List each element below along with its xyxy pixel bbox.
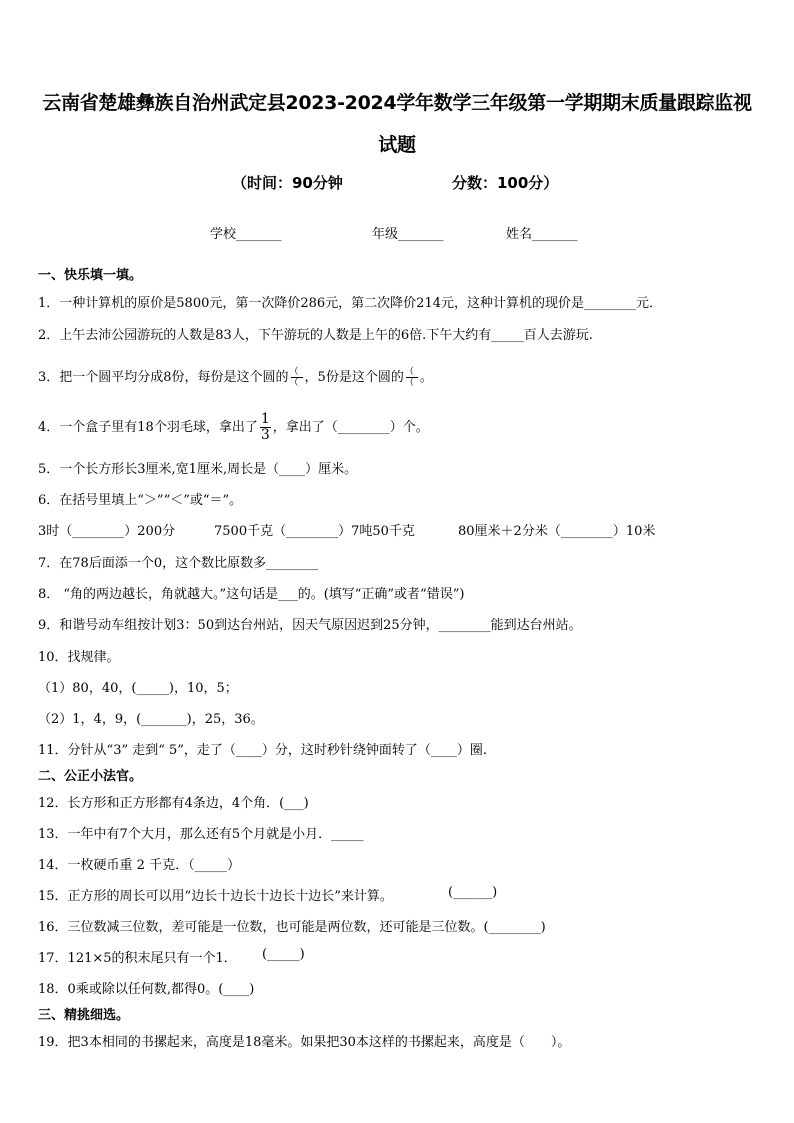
question-7: 7．在78后面添一个0，这个数比原数多________ xyxy=(38,556,319,571)
fraction-one-third: $\frac{1}{3}$ xyxy=(260,411,270,443)
grade-field: 年级_______ xyxy=(372,227,444,242)
question-10-part-2: （2）1，4，9，(_______)，25，36。 xyxy=(38,712,264,727)
question-15: 15．正方形的周长可以用“边长十边长十边长十边长”来计算。 xyxy=(38,889,393,904)
question-10: 10．找规律。 xyxy=(38,650,120,665)
question-6-part-a: 3时（________）200分 xyxy=(38,524,176,539)
fraction-blank-2: $\frac{(}{(}$ xyxy=(405,368,419,388)
question-3 xyxy=(38,366,433,388)
exam-score: 分数：100分） xyxy=(452,174,559,192)
question-18: 18．0乘或除以任何数,都得0。(____) xyxy=(38,982,255,997)
question-8: 8． “角的两边越长，角就越大。”这句话是___的。(填写“正确”或者“错误”) xyxy=(38,587,465,602)
question-19: 19．把3本相同的书摞起来，高度是18毫米。如果把30本这样的书摞起来，高度是（ ）。 xyxy=(38,1035,571,1050)
question-3-text-a: 3．把一个圆平均分成8份，每份是这个圆的 xyxy=(38,370,289,385)
question-6-part-c: 80厘米＋2分米（________）10米 xyxy=(458,524,656,539)
fraction-blank-1: $\frac{(}{(}$ xyxy=(290,368,304,388)
page-title-continued: 试题 xyxy=(378,134,416,156)
question-16: 16．三位数减三位数，差可能是一位数，也可能是两位数，还可能是三位数。(________) xyxy=(38,920,546,935)
question-9: 9．和谐号动车组按计划3：50到达台州站，因天气原因迟到25分钟，________能到达台州站。 xyxy=(38,618,582,633)
page-title: 云南省楚雄彝族自治州武定县2023-2024学年数学三年级第一学期期末质量跟踪监视 xyxy=(42,92,752,114)
question-3-text-b: ，5份是这个圆的 xyxy=(304,370,404,385)
question-11: 11．分针从“3” 走到“ 5”，走了（____）分，这时秒针绕钟面转了（____）圈. xyxy=(38,743,488,758)
question-17: 17．121×5的积末尾只有一个1． xyxy=(38,951,237,966)
question-13: 13．一年中有7个大月，那么还有5个月就是小月．_____ xyxy=(38,827,364,842)
name-field: 姓名_______ xyxy=(506,227,578,242)
section-heading-3: 三、精挑细选。 xyxy=(38,1008,130,1023)
question-5: 5．一个长方形长3厘米,宽1厘米,周长是（____）厘米。 xyxy=(38,462,358,477)
section-heading-2: 二、公正小法官。 xyxy=(38,769,143,784)
question-4 xyxy=(38,412,429,443)
section-heading-1: 一、快乐填一填。 xyxy=(38,268,143,283)
question-17-blank: (_____) xyxy=(262,947,305,962)
question-15-blank: (______) xyxy=(448,885,498,900)
question-1: 1．一种计算机的原价是5800元，第一次降价286元，第二次降价214元，这种计算机的现价是________元． xyxy=(38,296,662,311)
question-12: 12．长方形和正方形都有4条边，4个角．(___) xyxy=(38,796,309,811)
question-4-text-a: 4．一个盒子里有18个羽毛球，拿出了 xyxy=(38,420,258,435)
question-3-text-c: 。 xyxy=(419,370,433,385)
question-6: 6．在括号里填上“＞”“＜”或“＝”。 xyxy=(38,493,243,508)
question-14: 14．一枚硬币重 2 千克．（_____） xyxy=(38,858,241,873)
school-field: 学校_______ xyxy=(210,227,282,242)
question-4-text-b: ，拿出了（________）个。 xyxy=(272,420,429,435)
question-2: 2．上午去沛公园游玩的人数是83人，下午游玩的人数是上午的6倍.下午大约有_____百人去游玩. xyxy=(38,328,593,343)
exam-time: （时间：90分钟 xyxy=(232,174,343,192)
question-10-part-1: （1）80，40，(_____)，10，5； xyxy=(38,681,238,696)
question-6-part-b: 7500千克（________）7吨50千克 xyxy=(214,524,415,539)
